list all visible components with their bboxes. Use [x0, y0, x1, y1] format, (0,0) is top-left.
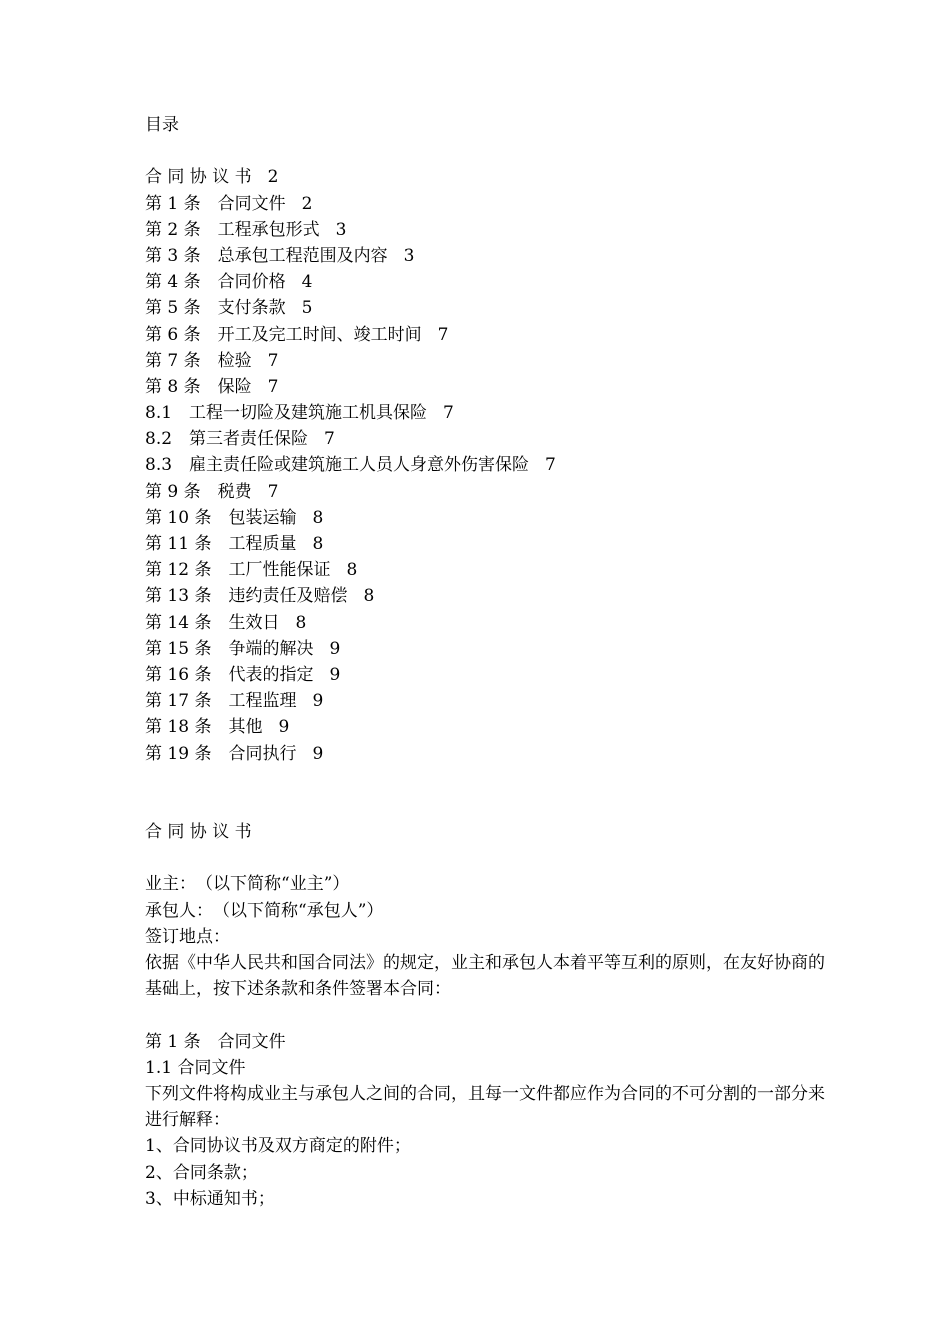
toc-entry — [145, 636, 825, 662]
toc-entry-page-number: 8 — [363, 586, 375, 607]
toc-entry-page-number: 8 — [312, 534, 324, 554]
spacer — [145, 845, 825, 871]
toc-entry-page-number: 7 — [443, 403, 454, 424]
toc-entry — [145, 688, 825, 714]
toc-entry-label: 第 7 条 检验 — [145, 350, 252, 371]
toc-entry — [145, 322, 825, 348]
toc-entry-label: 第 8 条 保险 — [145, 376, 252, 397]
article1-heading: 第 1 条 合同文件 — [145, 1031, 286, 1052]
toc-entry-label: 第 16 条 代表的指定 — [145, 664, 314, 685]
toc-entry-label: 第 3 条 总承包工程范围及内容 — [145, 245, 388, 266]
toc-entry-page-number: 7 — [437, 324, 449, 345]
toc-entry — [145, 269, 825, 295]
toc-entry-page-number: 7 — [267, 481, 279, 502]
toc-entry — [145, 426, 825, 452]
toc-entry — [145, 662, 825, 688]
toc-entry-page-number: 9 — [312, 743, 324, 764]
toc-entry — [145, 400, 825, 426]
toc-entry — [145, 531, 825, 557]
toc-entry-label: 第 19 条 合同执行 — [145, 743, 297, 764]
toc-entry-page-number: 7 — [324, 429, 335, 450]
toc-entry-label: 第 14 条 生效日 — [145, 612, 280, 633]
article1-item: 1、合同协议书及双方商定的附件； — [145, 1136, 411, 1157]
toc-entry — [145, 557, 825, 583]
toc-entry-page-number: 2 — [301, 193, 313, 214]
toc-entry — [145, 583, 825, 609]
article1-subheading: 1.1 合同文件 — [145, 1057, 246, 1078]
spacer — [145, 1002, 825, 1028]
toc-entry — [145, 452, 825, 478]
toc-entry-page-number: 7 — [267, 350, 279, 371]
toc-entry-label: 第 18 条 其他 — [145, 717, 263, 738]
toc-entry-label: 第 1 条 合同文件 — [145, 193, 286, 214]
contractor-line: 承包人： （以下简称“承包人”） — [145, 900, 384, 921]
toc-entry — [145, 479, 825, 505]
toc-entry-page-number: 4 — [301, 272, 313, 293]
toc-entry-page-number: 5 — [301, 298, 313, 319]
toc-entry — [145, 714, 825, 740]
toc-entry — [145, 374, 825, 400]
toc-entry-page-number: 9 — [278, 717, 290, 738]
article1-item: 2、合同条款； — [145, 1162, 258, 1183]
toc-entry-page-number: 3 — [335, 219, 347, 240]
toc-heading: 目录 — [145, 115, 179, 135]
intro-paragraph: 依据《中华人民共和国合同法》的规定，业主和承包人本着平等互利的原则，在友好协商的基础上，按下述条款和条件签署本合同： — [145, 953, 825, 1000]
toc-entry-page-number: 8 — [346, 560, 358, 581]
article1-item: 3、中标通知书； — [145, 1188, 275, 1209]
toc-list — [145, 164, 825, 766]
toc-entry-label: 第 2 条 工程承包形式 — [145, 219, 320, 240]
toc-entry — [145, 741, 825, 767]
toc-entry-label: 第 12 条 工厂性能保证 — [145, 560, 331, 581]
toc-entry-label: 第 10 条 包装运输 — [145, 507, 297, 528]
toc-entry-label: 8.1 工程一切险及建筑施工机具保险 — [145, 403, 428, 424]
toc-entry-label: 第 17 条 工程监理 — [145, 691, 297, 712]
toc-entry-label: 第 15 条 争端的解决 — [145, 638, 314, 659]
toc-entry-label: 第 6 条 开工及完工时间、竣工时间 — [145, 324, 422, 345]
toc-entry-page-number: 2 — [267, 167, 279, 188]
toc-entry-label: 第 13 条 违约责任及赔偿 — [145, 586, 348, 607]
toc-entry-label: 第 11 条 工程质量 — [145, 534, 297, 554]
toc-entry — [145, 348, 825, 374]
toc-entry-label: 第 4 条 合同价格 — [145, 272, 286, 293]
toc-entry — [145, 243, 825, 269]
toc-entry-label: 第 9 条 税费 — [145, 481, 252, 502]
toc-entry — [145, 164, 825, 190]
toc-entry-page-number: 9 — [312, 691, 324, 712]
toc-entry — [145, 505, 825, 531]
owner-line: 业主： （以下简称“业主”） — [145, 874, 350, 895]
spacer — [145, 138, 825, 164]
toc-entry-page-number: 7 — [267, 376, 279, 397]
toc-entry-page-number: 9 — [329, 664, 341, 685]
agreement-title: 合 同 协 议 书 — [145, 822, 252, 843]
toc-entry — [145, 610, 825, 636]
toc-entry-page-number: 9 — [329, 638, 341, 659]
signing-place-line: 签订地点： — [145, 926, 230, 947]
toc-entry-page-number: 3 — [403, 245, 415, 266]
spacer — [145, 767, 825, 819]
article1-description: 下列文件将构成业主与承包人之间的合同，且每一文件都应作为合同的不可分割的一部分来进行解释： — [145, 1083, 825, 1131]
toc-entry — [145, 217, 825, 243]
toc-entry — [145, 191, 825, 217]
toc-entry-label: 第 5 条 支付条款 — [145, 298, 286, 319]
toc-entry — [145, 295, 825, 321]
document-page — [145, 112, 825, 1212]
toc-entry-page-number: 7 — [545, 455, 556, 476]
toc-entry-label: 合 同 协 议 书 — [145, 167, 252, 188]
toc-entry-page-number: 8 — [312, 507, 324, 528]
toc-entry-page-number: 8 — [295, 612, 307, 633]
toc-entry-label: 8.3 雇主责任险或建筑施工人员人身意外伤害保险 — [145, 455, 530, 476]
toc-entry-label: 8.2 第三者责任保险 — [145, 429, 309, 450]
